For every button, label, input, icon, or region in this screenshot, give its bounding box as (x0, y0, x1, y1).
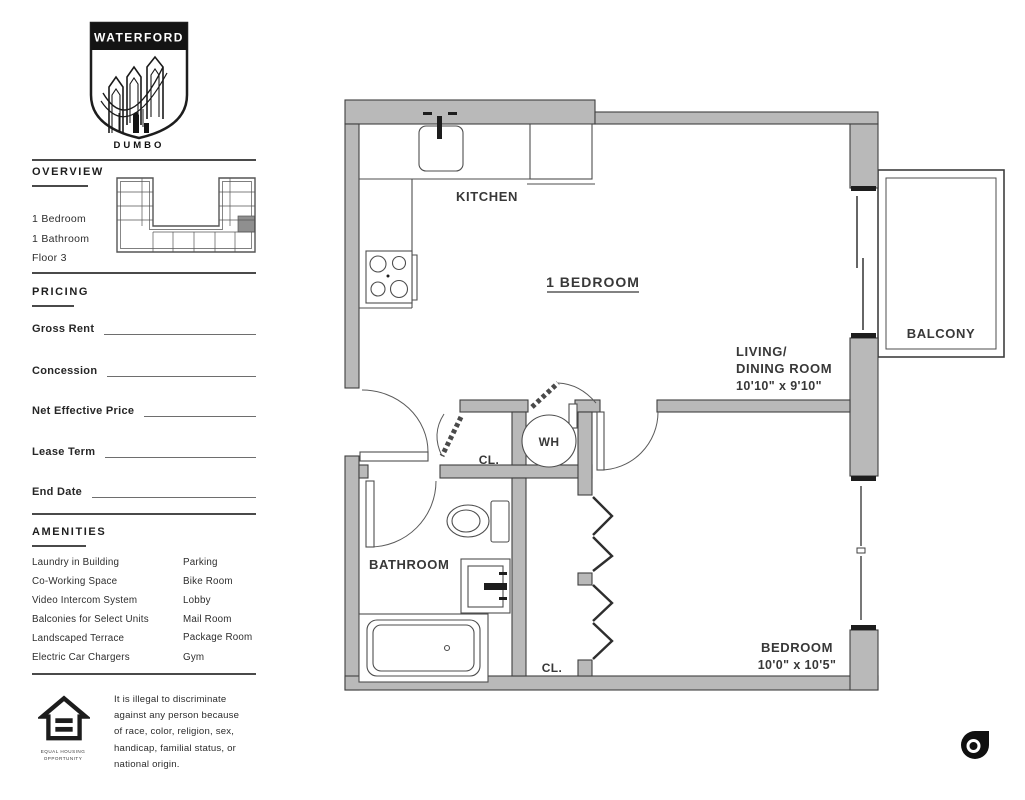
keyplan-unit-highlight (238, 216, 255, 232)
living-room-label-2: DINING ROOM (736, 361, 833, 376)
amenity-lobby: Lobby (183, 595, 211, 606)
overview-underline (32, 185, 88, 187)
pricing-blank-net-effective (144, 404, 256, 417)
bathroom-label: BATHROOM (369, 557, 450, 572)
fair-housing-disclaimer (114, 692, 264, 773)
bathroom-door (366, 481, 436, 547)
amenity-laundry: Laundry in Building (32, 557, 120, 568)
pricing-underline (32, 305, 74, 307)
floorplan (338, 90, 1025, 705)
entry-door (360, 390, 428, 461)
pricing-blank-gross-rent (104, 322, 256, 335)
closet-bifold-doors (593, 497, 612, 659)
bedroom-window (851, 476, 876, 630)
pricing-blank-lease-term (105, 445, 256, 458)
pricing-heading: PRICING (32, 286, 90, 298)
equal-housing-caption (30, 749, 96, 762)
pricing-label-lease-term: Lease Term (32, 446, 96, 458)
pricing-row-lease-term (32, 445, 256, 458)
disclaimer-line-4: handicap, familial status, or (114, 742, 237, 754)
pricing-row-end-date (32, 485, 256, 498)
overview-item-bedrooms: 1 Bedroom (32, 213, 87, 225)
unit-title-label: 1 BEDROOM (546, 274, 640, 290)
amenity-mail-room: Mail Room (183, 614, 232, 625)
amenity-package-room: Package Room (183, 632, 253, 643)
amenity-bike-room: Bike Room (183, 576, 233, 587)
bathtub (359, 614, 488, 682)
amenity-terrace: Landscaped Terrace (32, 633, 125, 644)
disclaimer-line-5: national origin. (114, 758, 180, 770)
overview-item-floor: Floor 3 (32, 252, 67, 264)
pricing-label-net-effective: Net Effective Price (32, 405, 135, 417)
toilet (447, 501, 509, 542)
hall-closet-door (437, 414, 461, 456)
eho-caption-line1: EQUAL HOUSING (40, 749, 86, 754)
amenity-intercom: Video Intercom System (32, 595, 138, 606)
keyplan-inner-line (121, 182, 252, 249)
pricing-label-concession: Concession (32, 365, 98, 377)
pricing-label-gross-rent: Gross Rent (32, 323, 95, 335)
living-room-label-1: LIVING/ (736, 344, 788, 359)
living-room-dims: 10'10" x 9'10" (736, 379, 822, 393)
overview-heading: OVERVIEW (32, 166, 104, 178)
water-heater-label: WH (538, 435, 560, 449)
bridge-silhouette (133, 112, 139, 133)
balcony-slider-door (851, 186, 876, 338)
equal-housing-icon (38, 694, 90, 746)
bedroom-door (597, 412, 658, 470)
disclaimer-line-1: It is illegal to discriminate (114, 694, 227, 705)
watermark-logo (958, 728, 992, 762)
disclaimer-line-3: of race, color, religion, sex, (114, 726, 235, 738)
bathroom-vanity (461, 559, 510, 613)
divider-1 (32, 159, 256, 161)
keyplan-unit-dividers (117, 178, 255, 252)
amenity-balconies: Balconies for Select Units (32, 614, 149, 625)
divider-4 (32, 673, 256, 675)
hall-closet-label: CL. (478, 453, 500, 467)
amenities-underline (32, 545, 86, 547)
refrigerator (527, 124, 595, 184)
amenity-gym: Gym (183, 652, 205, 663)
kitchen-label: KITCHEN (456, 189, 518, 204)
bedroom-label: BEDROOM (760, 640, 834, 655)
divider-3 (32, 513, 256, 515)
balcony-label: BALCONY (906, 326, 976, 341)
bedroom-closet-label: CL. (541, 661, 563, 675)
amenities-heading: AMENITIES (32, 526, 107, 538)
bridge-silhouette-2 (144, 123, 149, 133)
amenity-parking: Parking (183, 557, 218, 568)
pricing-label-end-date: End Date (32, 486, 83, 498)
building-keyplan (114, 174, 258, 256)
brand-logo (89, 21, 189, 141)
eho-caption-line2: OPPORTUNITY (43, 755, 83, 761)
pricing-row-gross-rent (32, 322, 256, 335)
disclaimer-line-2: against any person because (114, 710, 240, 722)
pricing-blank-end-date (92, 485, 256, 498)
pricing-row-concession (32, 364, 256, 377)
stove (366, 251, 417, 303)
brand-name: WATERFORD (94, 30, 184, 45)
overview-item-bathrooms: 1 Bathroom (32, 233, 90, 245)
pricing-blank-concession (107, 364, 256, 377)
bedroom-dims: 10'0" x 10'5" (757, 658, 837, 672)
pricing-row-net-effective (32, 404, 256, 417)
amenity-coworking: Co-Working Space (32, 576, 118, 587)
divider-2 (32, 272, 256, 274)
brand-sub-label: DUMBO (113, 140, 165, 151)
amenity-ev-chargers: Electric Car Chargers (32, 652, 130, 663)
keyplan-outline (117, 178, 255, 252)
